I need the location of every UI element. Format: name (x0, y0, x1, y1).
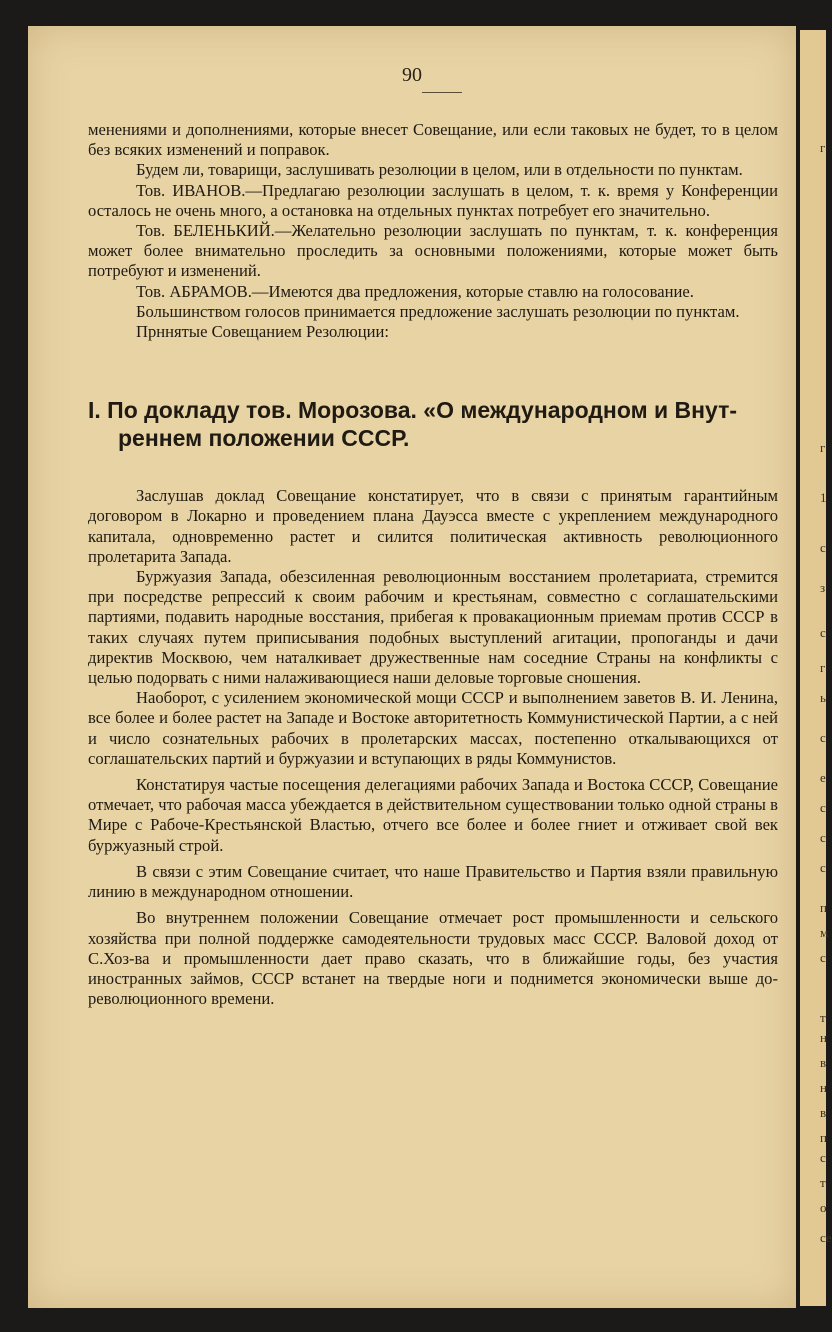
adjacent-page-fragment: в (820, 1055, 827, 1070)
adjacent-page-fragment: с (820, 625, 826, 640)
adjacent-page-fragment: с (820, 730, 826, 745)
adjacent-page-fragment: з (820, 580, 826, 595)
body-paragraph: Заслушав доклад Совещание констатирует, что в связи с принятым гарантийным договором в Локарно и проведением плана Дауэсса вместе с укреплением международного капитала, одновременно растет и силится политическая активность революционного пролетарита Запада. (88, 486, 778, 566)
adjacent-page-fragment: н (820, 1080, 827, 1095)
intro-paragraph: Большинством голосов принимается предложение заслушать резолюции по пунктам. (136, 301, 740, 321)
adjacent-page-fragment: о (820, 1200, 827, 1215)
adjacent-page-fragment: е (820, 770, 826, 785)
adjacent-page-fragment: в (820, 1105, 827, 1120)
adjacent-page-fragment: с (820, 1150, 826, 1165)
adjacent-page-fragment: г (820, 140, 826, 155)
document-page (28, 26, 796, 1308)
section-heading-line: реннем положении СССР. (118, 425, 410, 452)
intro-paragraph: Тов. ИВАНОВ.—Предлагаю резолюции заслушать в целом, т. к. время у Конференции осталось не очень много, а остановка на отдельных пунктах потребует его значительно. (88, 180, 778, 220)
body-paragraph: Буржуазия Запада, обезсиленная революционным восстанием пролетариата, стремится при посредстве репрессий к своим рабочим и крестьянам, совместно с соглашательскими партиями, подавить народные восстания, прибегая к провакационным приемам против СССР в таких случаях путем приписывания подобных выступлений агитации, пропоганды и дачи директив Москвою, чем наталкивает дружественные нам соседние Страны на конфликты с целью подорвать с ними налаживающиеся наши деловые торговые сношения. (88, 567, 778, 688)
adjacent-page-fragment: с (820, 860, 826, 875)
resolution-body (88, 486, 778, 1009)
adjacent-page-fragment: т (820, 1010, 826, 1025)
page-number: 90 (402, 64, 422, 86)
body-paragraph: Наоборот, с усилением экономической мощи СССР и выполнением заветов В. И. Ленина, все более и более растет на Западе и Востоке авторитетность Коммунистической Партии, а с ней и число сознательных рабочих в пролетарских массах, постепенно откалывающихся от соглашательских партий и буржуазии и вступающих в ряды Коммунистов. (88, 688, 778, 768)
adjacent-page-fragment: т (820, 1175, 826, 1190)
page-content (88, 120, 778, 1009)
intro-paragraph: менениями и дополнениями, которые внесет Совещание, или если таковых не будет, то в целом без всяких изменений и поправок. (88, 120, 778, 160)
adjacent-page-fragment: с (820, 950, 826, 965)
adjacent-page-edge (800, 30, 832, 1306)
intro-paragraph: Прннятые Совещанием Резолюции: (136, 322, 390, 342)
adjacent-page-fragment: с (820, 540, 826, 555)
adjacent-page-fragment: н (820, 1030, 827, 1045)
body-paragraph: Констатируя частые посещения делегациями рабочих Запада и Востока СССР, Совещание отмечает, что рабочая масса убеждается в действительном существовании только одной страны в Мире с Рабоче-Крестьянской Властью, отчего все более и более гниет и отживает свой век буржуазный строй. (88, 775, 778, 855)
adjacent-page-fragment: п (820, 900, 827, 915)
adjacent-page-fragment: г (820, 440, 826, 455)
body-paragraph: В связи с этим Совещание считает, что наше Правительство и Партия взяли правильную линию в международном отношении. (88, 861, 778, 902)
adjacent-page-fragment: г (820, 660, 826, 675)
adjacent-page-fragment: м (820, 925, 829, 940)
section-heading (88, 396, 778, 452)
adjacent-page-fragment: 1 (820, 490, 827, 505)
page-number-underline (422, 92, 462, 93)
intro-paragraph: Тов. БЕЛЕНЬКИЙ.—Желательно резолюции заслушать по пунктам, т. к. конференция может более внимательно проследить за основными положениями, которые может быть потребуют и изменений. (88, 221, 778, 281)
adjacent-page-fragment: с (820, 830, 826, 845)
adjacent-page-fragment: ь (820, 690, 826, 705)
adjacent-page-fragment: с (820, 800, 826, 815)
section-heading-line: I. По докладу тов. Морозова. «О международном и Внут- (88, 397, 737, 424)
adjacent-page-fragment: се (820, 1230, 832, 1245)
intro-paragraph: Будем ли, товарищи, заслушивать резолюции в целом, или в отдельности по пунктам. (136, 160, 743, 180)
intro-section (88, 120, 778, 342)
adjacent-page-fragment: п (820, 1130, 827, 1145)
intro-paragraph: Тов. АБРАМОВ.—Имеются два предложения, которые ставлю на голосование. (136, 281, 694, 301)
body-paragraph: Во внутреннем положении Совещание отмечает рост промышленности и сельского хозяйства при полной поддержке самодеятельности трудовых масс СССР. Валовой доход от С.Хоз-ва и промышленности дает право сказать, что в ближайшие годы, без участия иностранных займов, СССР встанет на твердые ноги и поднимется экономически выше до-революционного времени. (88, 908, 778, 1009)
